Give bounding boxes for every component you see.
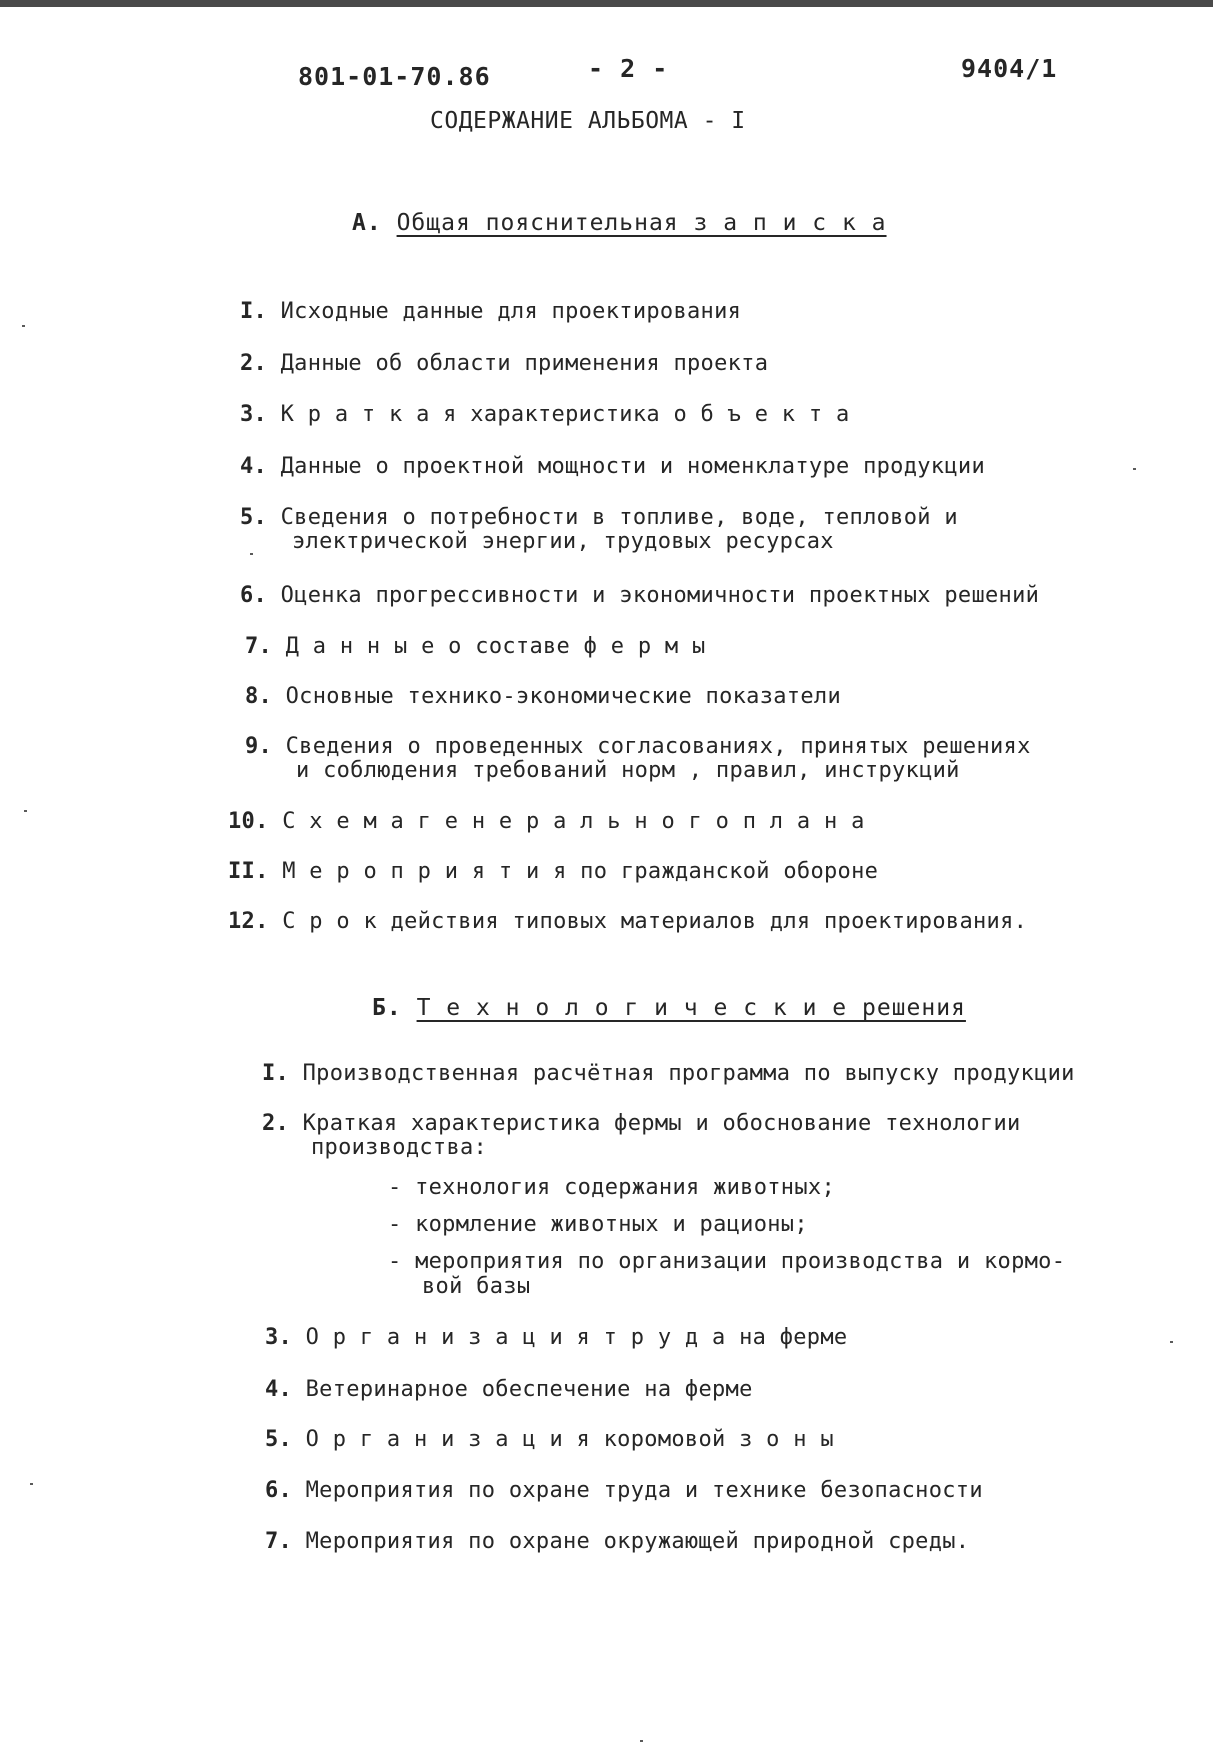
item-text-line-2: электрической энергии, трудовых ресурсах (292, 529, 834, 554)
reference-number: 9404/1 (961, 54, 1058, 83)
section-a-item-2 (240, 352, 768, 376)
scan-speck (1133, 468, 1136, 470)
section-a-item-3 (240, 403, 850, 427)
item-number: 9. (245, 734, 273, 759)
scan-speck (24, 810, 27, 812)
section-a-item-1 (240, 300, 741, 324)
item-text: Основные технико-экономические показатели (285, 684, 841, 709)
item-number: 6. (240, 583, 268, 608)
subitem-3-continued (422, 1275, 530, 1299)
section-a-item-8 (245, 685, 841, 709)
subitem-text: - кормление животных и рационы; (388, 1212, 808, 1237)
item-text: Исходные данные для проектирования (280, 299, 742, 324)
item-number: 10. (228, 809, 269, 834)
item-text-line-1: Сведения о проведенных согласованиях, принятых решениях (285, 734, 1031, 759)
item-text-line-1: Сведения о потребности в топливе, воде, тепловой и (280, 505, 958, 530)
item-number: 2. (240, 351, 268, 376)
item-text: О р г а н и з а ц и я коромовой з о н ы (305, 1427, 834, 1452)
item-number: 5. (240, 505, 268, 530)
subitem-2 (388, 1213, 808, 1237)
album-contents-title: СОДЕРЖАНИЕ АЛЬБОМА - I (430, 108, 746, 134)
item-number: 3. (265, 1325, 293, 1350)
item-number: 7. (265, 1529, 293, 1554)
item-number: 8. (245, 684, 273, 709)
item-text: С х е м а г е н е р а л ь н о г о п л а н а (282, 809, 865, 834)
section-a-heading (352, 210, 887, 236)
section-a-item-5-continued (292, 530, 834, 554)
item-text-line-1: Краткая характеристика фермы и обоснование технологии (302, 1111, 1021, 1136)
section-a-item-10 (228, 810, 865, 834)
section-a-item-9 (245, 735, 1031, 759)
item-number: 5. (265, 1427, 293, 1452)
section-b-label: Б. (372, 995, 402, 1021)
item-text-line-2: и соблюдения требований норм , правил, инструкций (296, 758, 960, 783)
subitem-text-line-2: вой базы (422, 1274, 531, 1299)
section-a-title: Общая пояснительная з а п и с к а (396, 210, 887, 236)
section-b-item-2-continued (311, 1136, 487, 1160)
item-text-line-2: производства: (311, 1135, 488, 1160)
item-text: С р о к действия типовых материалов для проектирования. (282, 909, 1028, 934)
subitem-text: - технология содержания животных; (388, 1175, 835, 1200)
item-number: 12. (228, 909, 269, 934)
item-text: О р г а н и з а ц и я т р у д а на ферме (305, 1325, 848, 1350)
section-a-item-5 (240, 506, 958, 530)
subitem-1 (388, 1176, 835, 1200)
subitem-text-line-1: - мероприятия по организации производства и кормо- (388, 1249, 1066, 1274)
item-number: 4. (265, 1377, 293, 1402)
section-b-item-5 (265, 1428, 834, 1452)
scan-speck (1170, 1341, 1173, 1343)
section-b-item-1 (262, 1062, 1075, 1086)
scan-speck (640, 1740, 643, 1742)
section-a-label: А. (352, 210, 382, 236)
item-number: I. (262, 1061, 290, 1086)
item-text: К р а т к а я характеристика о б ъ е к т а (280, 402, 850, 427)
item-number: 7. (245, 634, 273, 659)
item-number: 4. (240, 454, 268, 479)
item-text: Ветеринарное обеспечение на ферме (305, 1377, 753, 1402)
item-text: Мероприятия по охране окружающей природной среды. (305, 1529, 970, 1554)
section-b-item-2 (262, 1112, 1021, 1136)
section-b-title: Т е х н о л о г и ч е с к и е решения (416, 995, 966, 1021)
section-a-item-4 (240, 455, 985, 479)
document-code: 801-01-70.86 (298, 62, 491, 91)
item-text: Данные о проектной мощности и номенклатуре продукции (280, 454, 985, 479)
item-text: Производственная расчётная программа по выпуску продукции (302, 1061, 1075, 1086)
section-a-item-9-continued (296, 759, 960, 783)
item-number: 6. (265, 1478, 293, 1503)
section-a-item-7 (245, 635, 706, 659)
section-b-heading (372, 995, 966, 1021)
section-b-item-4 (265, 1378, 753, 1402)
item-number: I. (240, 299, 268, 324)
scan-speck (22, 325, 25, 327)
item-text: Мероприятия по охране труда и технике безопасности (305, 1478, 983, 1503)
subitem-3 (388, 1250, 1065, 1274)
section-b-item-3 (265, 1326, 847, 1350)
section-a-item-12 (228, 910, 1027, 934)
page-number: - 2 - (588, 54, 669, 83)
top-edge-rule (0, 0, 1213, 7)
item-number: 3. (240, 402, 268, 427)
section-b-item-7 (265, 1530, 969, 1554)
item-text: Д а н н ы е о составе ф е р м ы (285, 634, 706, 659)
item-text: Оценка прогрессивности и экономичности проектных решений (280, 583, 1040, 608)
item-number: 2. (262, 1111, 290, 1136)
item-text: Данные об области применения проекта (280, 351, 769, 376)
section-b-item-6 (265, 1479, 983, 1503)
item-text: М е р о п р и я т и я по гражданской обороне (282, 859, 879, 884)
scan-speck (30, 1483, 33, 1485)
section-a-item-6 (240, 584, 1039, 608)
scan-speck (250, 553, 253, 555)
section-a-item-11 (228, 860, 878, 884)
item-number: II. (228, 859, 269, 884)
